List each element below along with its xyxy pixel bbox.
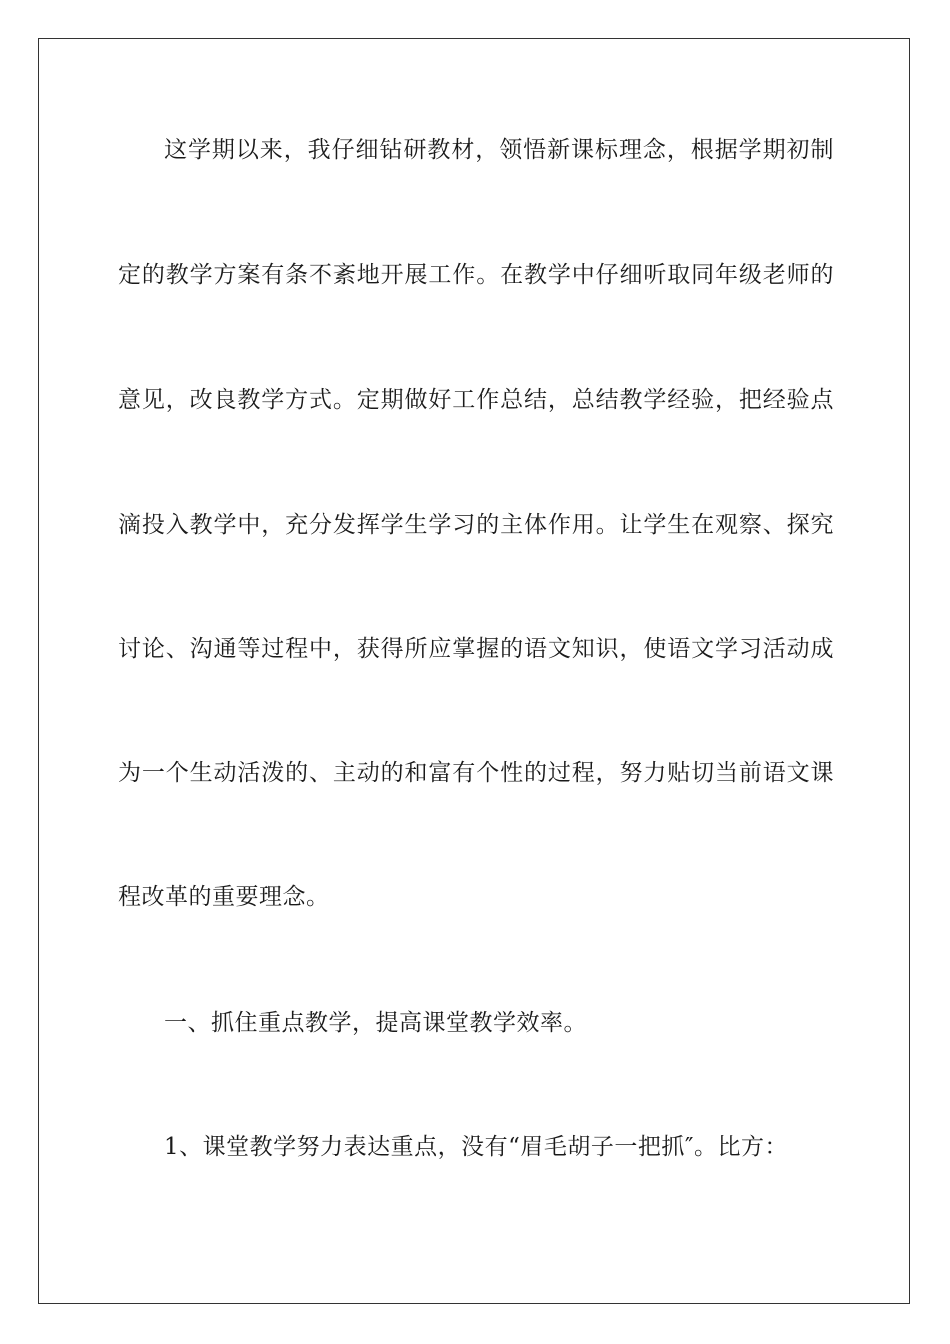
paragraph-line-5: 讨论、沟通等过程中，获得所应掌握的语文知识，使语文学习活动成 <box>118 636 834 662</box>
page-border <box>38 38 910 1304</box>
paragraph-line-6: 为一个生动活泼的、主动的和富有个性的过程，努力贴切当前语文课 <box>118 760 834 786</box>
paragraph-line-2: 定的教学方案有条不紊地开展工作。在教学中仔细听取同年级老师的 <box>118 262 834 288</box>
paragraph-line-4: 滴投入教学中，充分发挥学生学习的主体作用。让学生在观察、探究 <box>118 512 834 538</box>
paragraph-line-1: 这学期以来，我仔细钻研教材，领悟新课标理念，根据学期初制 <box>164 137 834 163</box>
list-item-1: 1、课堂教学努力表达重点，没有“眉毛胡子一把抓″。比方： <box>164 1134 788 1160</box>
paragraph-line-3: 意见，改良教学方式。定期做好工作总结，总结教学经验，把经验点 <box>118 387 834 413</box>
section-heading: 一、抓住重点教学，提高课堂教学效率。 <box>164 1010 587 1036</box>
paragraph-line-7: 程改革的重要理念。 <box>118 884 330 910</box>
